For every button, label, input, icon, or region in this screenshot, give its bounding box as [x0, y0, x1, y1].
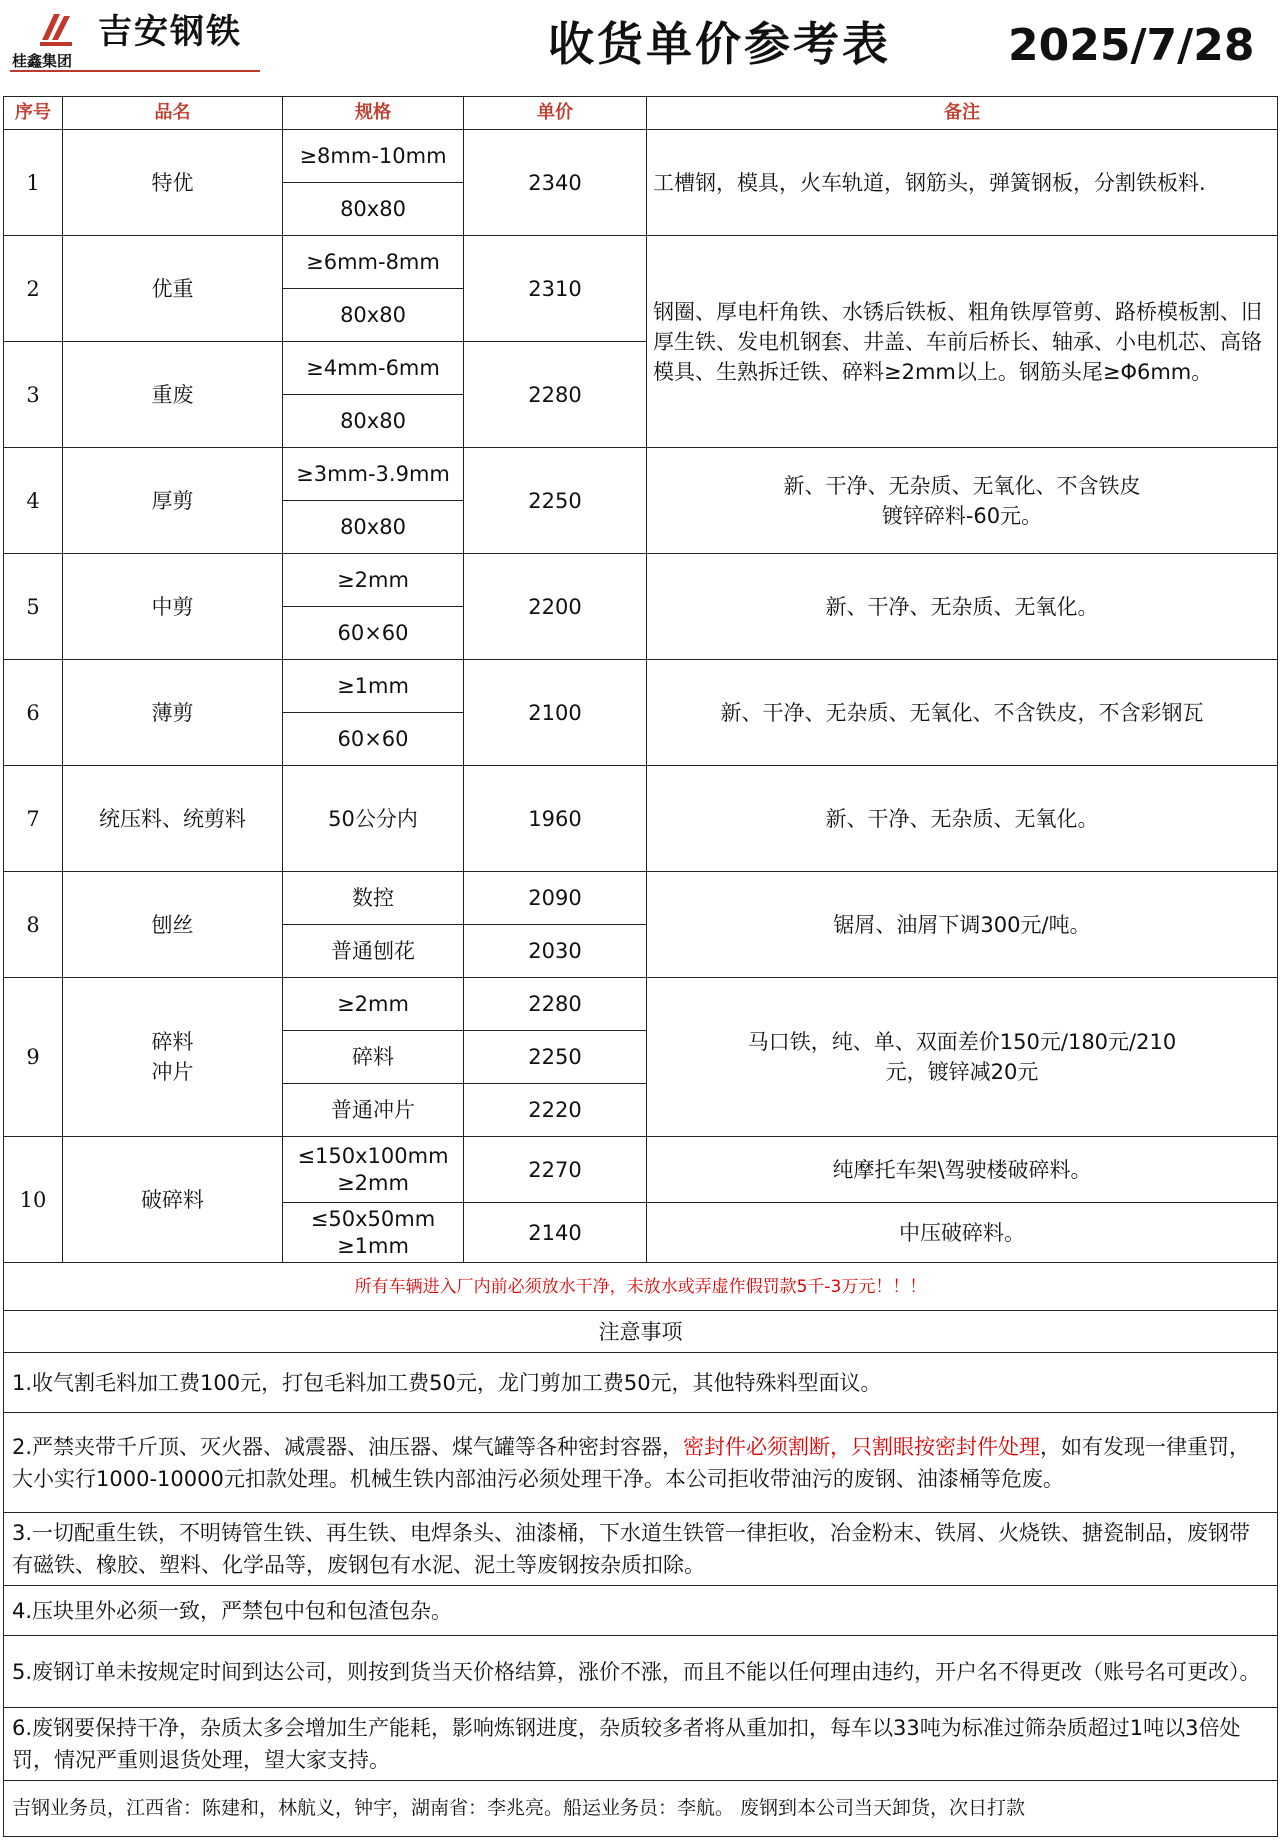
table-row [4, 130, 1278, 183]
row-spec: 80x80 [283, 395, 464, 448]
row-price: 2340 [464, 130, 647, 236]
notice-row [4, 1263, 1278, 1311]
row-spec: 60×60 [283, 713, 464, 766]
table-row [4, 554, 1278, 607]
row-spec: 数控 [283, 872, 464, 925]
row-no: 1 [4, 130, 63, 236]
note-6: 6.废钢要保持干净，杂质太多会增加生产能耗，影响炼钢进度，杂质较多者将从重加扣，每车以33吨为标准过筛杂质超过1吨以3倍处罚，情况严重则退货处理，望大家支持。 [4, 1708, 1278, 1781]
row-remark [647, 978, 1278, 1137]
table-row [4, 978, 1278, 1031]
row-no: 8 [4, 872, 63, 978]
row-remark: 中压破碎料。 [647, 1203, 1278, 1263]
row-no: 10 [4, 1137, 63, 1263]
row-price: 2280 [464, 342, 647, 448]
row-price: 2250 [464, 448, 647, 554]
note-5: 5.废钢订单未按规定时间到达公司，则按到货当天价格结算，涨价不涨，而且不能以任何理由违约，开户名不得更改（账号名可更改）。 [4, 1636, 1278, 1708]
row-spec [283, 1203, 464, 1263]
row-price: 2220 [464, 1084, 647, 1137]
note-2-text: ，如有发现一律重罚，大小实行1000-10000元扣款处理。机械生铁内部油污必须处理干净。本公司拒收带油污的废钢、油漆桶等危废。 [12, 1434, 1251, 1491]
row-price: 2250 [464, 1031, 647, 1084]
note-2 [4, 1413, 1278, 1513]
note-row [4, 1353, 1278, 1413]
note-row [4, 1413, 1278, 1513]
row-spec: 50公分内 [283, 766, 464, 872]
notes-title: 注意事项 [4, 1311, 1278, 1353]
note-3: 3.一切配重生铁，不明铸管生铁、再生铁、电焊条头、油漆桶，下水道生铁管一律拒收，冶金粉末、铁屑、火烧铁、搪瓷制品，废钢带有磁铁、橡胶、塑料、化学品等，废钢包有水泥、泥土等废钢按杂质扣除。 [4, 1513, 1278, 1586]
company-logo [10, 6, 260, 72]
row-name: 中剪 [63, 554, 283, 660]
row-remark-line: 镀锌碎料-60元。 [881, 503, 1043, 528]
company-name: 吉安钢铁 [98, 12, 242, 52]
row-spec-line: ≤50x50mm [310, 1206, 436, 1231]
row-spec: ≥8mm-10mm [283, 130, 464, 183]
row-name-line: 碎料 [151, 1030, 194, 1054]
table-row [4, 660, 1278, 713]
row-name: 优重 [63, 236, 283, 342]
row-spec: ≥3mm-3.9mm [283, 448, 464, 501]
table-row [4, 872, 1278, 925]
row-spec: ≥2mm [283, 978, 464, 1031]
row-no: 9 [4, 978, 63, 1137]
row-remark [647, 448, 1278, 554]
company-group: 桂鑫集团 [12, 52, 73, 70]
row-spec: ≥6mm-8mm [283, 236, 464, 289]
table-row [4, 766, 1278, 872]
note-row [4, 1586, 1278, 1636]
note-row [4, 1636, 1278, 1708]
row-remark: 新、干净、无杂质、无氧化。 [647, 766, 1278, 872]
row-name: 重废 [63, 342, 283, 448]
note-2-highlight: 密封件必须割断，只割眼按密封件处理 [683, 1434, 1041, 1459]
row-no: 6 [4, 660, 63, 766]
row-name [63, 978, 283, 1137]
footer-contacts: 吉钢业务员，江西省：陈建和，林航义，钟宇，湖南省：李兆亮。船运业务员：李航。 废钢到本公司当天卸货，次日打款 [4, 1781, 1278, 1837]
row-remark: 钢圈、厚电杆角铁、水锈后铁板、粗角铁厚管剪、路桥模板割、旧厚生铁、发电机钢套、井盖、车前后桥长、轴承、小电机芯、高铬模具、生熟拆迁铁、碎料≥2mm以上。钢筋头尾≥Φ6mm。 [647, 236, 1278, 448]
drain-water-notice: 所有车辆进入厂内前必须放水干净，未放水或弄虚作假罚款5千-3万元！！！ [4, 1263, 1278, 1311]
row-name: 刨丝 [63, 872, 283, 978]
notes-title-row [4, 1311, 1278, 1353]
row-spec: 80x80 [283, 501, 464, 554]
logo-underline [10, 70, 260, 72]
col-header-spec: 规格 [283, 97, 464, 130]
row-remark-line: 新、干净、无杂质、无氧化、不含铁皮 [783, 473, 1141, 498]
row-name: 特优 [63, 130, 283, 236]
price-table [3, 96, 1278, 1837]
row-price: 2310 [464, 236, 647, 342]
row-name-line: 冲片 [151, 1060, 194, 1084]
row-spec-line: ≤150x100mm [297, 1143, 449, 1168]
row-name: 统压料、统剪料 [63, 766, 283, 872]
row-no: 3 [4, 342, 63, 448]
table-row [4, 448, 1278, 501]
col-header-remark: 备注 [647, 97, 1278, 130]
row-spec: 60×60 [283, 607, 464, 660]
row-spec [283, 1137, 464, 1203]
row-remark: 新、干净、无杂质、无氧化。 [647, 554, 1278, 660]
col-header-price: 单价 [464, 97, 647, 130]
row-remark: 纯摩托车架\驾驶楼破碎料。 [647, 1137, 1278, 1203]
table-row [4, 236, 1278, 289]
row-spec: 普通刨花 [283, 925, 464, 978]
footer-row [4, 1781, 1278, 1837]
row-no: 5 [4, 554, 63, 660]
row-spec: 80x80 [283, 289, 464, 342]
note-row [4, 1513, 1278, 1586]
row-spec: ≥2mm [283, 554, 464, 607]
row-spec-line: ≥1mm [337, 1233, 409, 1258]
row-remark-line: 元，镀锌减20元 [885, 1060, 1039, 1084]
row-spec: 80x80 [283, 183, 464, 236]
row-price: 2140 [464, 1203, 647, 1263]
row-no: 7 [4, 766, 63, 872]
row-remark: 工槽钢，模具，火车轨道，钢筋头，弹簧钢板，分割铁板料. [647, 130, 1278, 236]
row-price: 2280 [464, 978, 647, 1031]
col-header-name: 品名 [63, 97, 283, 130]
col-header-no: 序号 [4, 97, 63, 130]
note-4: 4.压块里外必须一致，严禁包中包和包渣包杂。 [4, 1586, 1278, 1636]
row-spec: ≥1mm [283, 660, 464, 713]
document-date: 2025/7/28 [1008, 20, 1255, 71]
row-remark: 锯屑、油屑下调300元/吨。 [647, 872, 1278, 978]
row-price: 2100 [464, 660, 647, 766]
row-name: 破碎料 [63, 1137, 283, 1263]
row-remark-line: 马口铁，纯、单、双面差价150元/180元/210 [747, 1030, 1177, 1054]
row-price: 2270 [464, 1137, 647, 1203]
table-row [4, 1137, 1278, 1203]
document-title: 收货单价参考表 [548, 17, 891, 71]
note-row [4, 1708, 1278, 1781]
table-header-row [4, 97, 1278, 130]
row-price: 1960 [464, 766, 647, 872]
row-price: 2200 [464, 554, 647, 660]
note-1: 1.收气割毛料加工费100元，打包毛料加工费50元，龙门剪加工费50元，其他特殊料型面议。 [4, 1353, 1278, 1413]
row-price: 2030 [464, 925, 647, 978]
row-remark: 新、干净、无杂质、无氧化、不含铁皮，不含彩钢瓦 [647, 660, 1278, 766]
row-spec-line: ≥2mm [337, 1170, 409, 1195]
note-2-text: 2.严禁夹带千斤顶、灭火器、减震器、油压器、煤气罐等各种密封容器， [12, 1434, 684, 1459]
row-no: 4 [4, 448, 63, 554]
row-spec: 碎料 [283, 1031, 464, 1084]
row-name: 薄剪 [63, 660, 283, 766]
row-spec: 普通冲片 [283, 1084, 464, 1137]
row-price: 2090 [464, 872, 647, 925]
row-name: 厚剪 [63, 448, 283, 554]
row-no: 2 [4, 236, 63, 342]
sheet-header [0, 0, 1280, 78]
logo-mark-icon [36, 10, 76, 48]
row-spec: ≥4mm-6mm [283, 342, 464, 395]
